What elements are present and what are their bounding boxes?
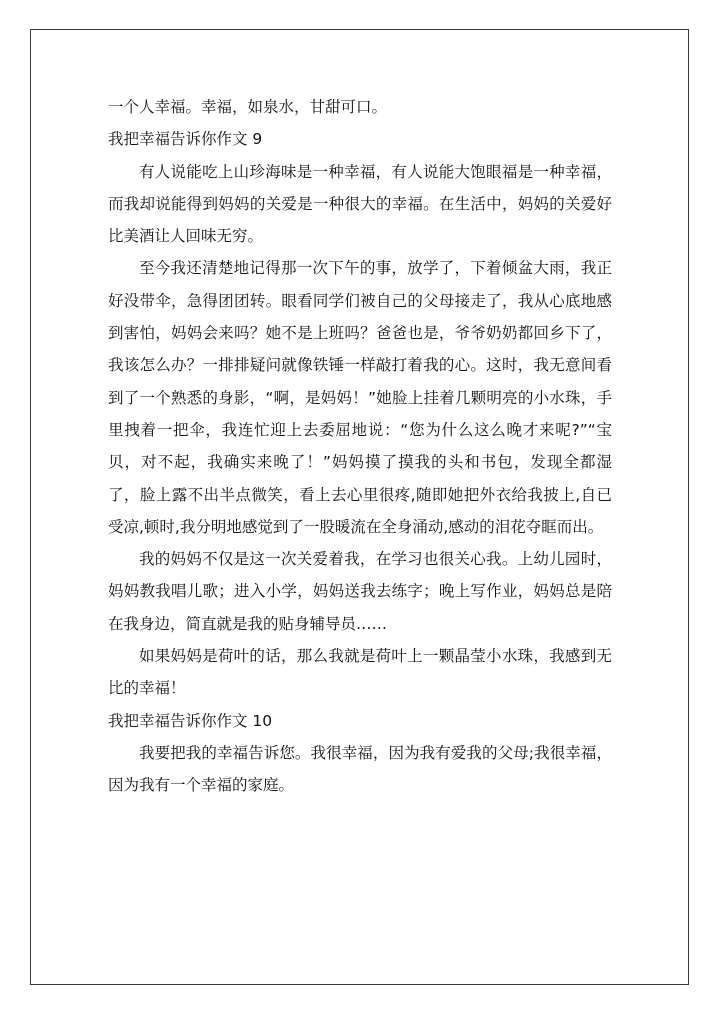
paragraph-mother-love-intro: 有人说能吃上山珍海味是一种幸福，有人说能大饱眼福是一种幸福，而我却说能得到妈妈的关爱是一种很大的幸福。在生活中，妈妈的关爱好比美酒让人回味无穷。	[108, 162, 612, 246]
paragraph-study-care: 我的妈妈不仅是这一次关爱着我，在学习也很关心我。上幼儿园时，妈妈教我唱儿歌；进入小学，妈妈送我去练字；晚上写作业，妈妈总是陪在我身边，简直就是我的贴身辅导员……	[108, 550, 612, 633]
paragraph-happy-family: 我要把我的幸福告诉您。我很幸福，因为我有爱我的父母;我很幸福，因为我有一个幸福的家庭。	[108, 743, 612, 795]
essay-heading-10: 我把幸福告诉你作文 10	[108, 711, 273, 730]
essay-heading-9: 我把幸福告诉你作文 9	[108, 130, 263, 149]
paragraph-intro-closing: 一个人幸福。幸福，如泉水，甘甜可口。	[108, 98, 388, 116]
document-body	[108, 91, 612, 802]
paragraph-lotus-metaphor: 如果妈妈是荷叶的话，那么我就是荷叶上一颗晶莹小水珠，我感到无比的幸福！	[108, 647, 612, 698]
paragraph-rainy-afternoon-story: 至今我还清楚地记得那一次下午的事，放学了，下着倾盆大雨，我正好没带伞，急得团团转。眼看同学们被自己的父母接走了，我从心底地感到害怕，妈妈会来吗？她不是上班吗？爸爸也是，爷爷奶奶都回乡下了，我该怎么办？一排排疑问就像铁锤一样敲打着我的心。这时，我无意间看到了一个熟悉的身影，“啊，是妈妈！”她脸上挂着几颗明亮的小水珠，手里拽着一把伞，我连忙迎上去委屈地说：“您为什么这么晚才来呢?”“宝贝，对不起，我确实来晚了！”妈妈摸了摸我的头和书包，发现全都湿了，脸上露不出半点微笑，看上去心里很疼,随即她把外衣给我披上,自已受凉,顿时,我分明地感觉到了一股暖流在全身涌动,感动的泪花夺眶而出。	[108, 259, 612, 536]
